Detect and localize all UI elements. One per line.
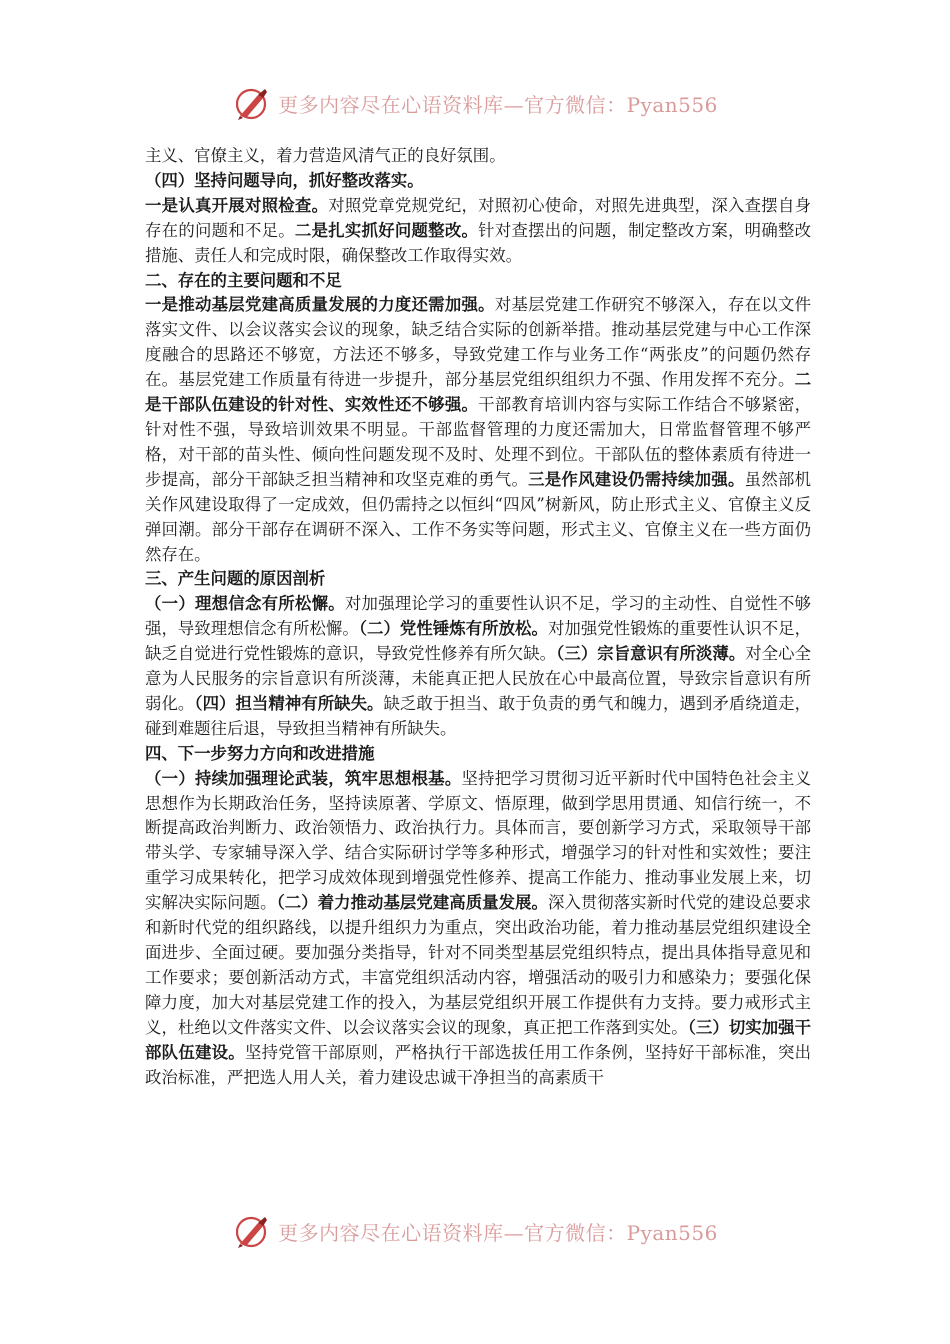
bold-lead-text: （四）担当精神有所缺失。 bbox=[194, 693, 384, 713]
body-paragraph bbox=[145, 144, 811, 169]
bold-lead-text: 二是干部队伍建设的针对性、实效性还不够强。 bbox=[145, 370, 811, 415]
bold-lead-text: （二）党性锤炼有所放松。 bbox=[358, 619, 548, 639]
bold-lead-text: （二）着力推动基层党建高质量发展。 bbox=[276, 893, 548, 913]
bold-lead-text: 二、存在的主要问题和不足 bbox=[145, 270, 342, 290]
body-text: 对加强理论学习的重要性认识不足，学习的主动性、自觉性不够强，导致理想信念有所松懈。 bbox=[145, 594, 812, 639]
pen-nib-logo-icon bbox=[232, 83, 272, 123]
watermark-header bbox=[0, 82, 950, 124]
pen-nib-logo-icon bbox=[232, 1211, 272, 1251]
body-paragraph bbox=[145, 767, 811, 1091]
watermark-text: 更多内容尽在心语资料库—官方微信：Pyan556 bbox=[278, 92, 718, 117]
body-text: 主义、官僚主义，着力营造风清气正的良好氛围。 bbox=[145, 146, 506, 165]
bold-lead-text: （三）宗旨意识有所淡薄。 bbox=[556, 644, 746, 664]
body-text: 针对查摆出的问题，制定整改方案，明确整改措施、责任人和完成时限，确保整改工作取得实效。 bbox=[145, 220, 812, 265]
bold-lead-text: 一是推动基层党建高质量发展的力度还需加强。 bbox=[145, 295, 495, 315]
section-heading bbox=[145, 742, 811, 767]
body-text: 坚持党管干部原则，严格执行干部选拔任用工作条例，坚持好干部标准，突出政治标准，严把选人用人关，着力建设忠诚干净担当的高素质干 bbox=[145, 1042, 812, 1087]
body-text: 对加强党性锻炼的重要性认识不足，缺乏自觉进行党性锻炼的意识，导致党性修养有所欠缺。 bbox=[145, 619, 812, 664]
section-heading bbox=[145, 169, 811, 194]
body-text: 缺乏敢于担当、敢于负责的勇气和魄力，遇到矛盾绕道走，碰到难题往后退，导致担当精神有所缺失。 bbox=[145, 693, 811, 738]
bold-lead-text: 二是扎实抓好问题整改。 bbox=[294, 220, 479, 240]
body-text: 坚持把学习贯彻习近平新时代中国特色社会主义思想作为长期政治任务，坚持读原著、学原文、悟原理，做到学思用贯通、知信行统一，不断提高政治判断力、政治领悟力、政治执行力。具体而言，要创新学习方式，采取领导干部带头学、专家辅导深入学、结合实际研讨学等多种形式，增强学习的针对性和实效性；要注重学习成果转化，把学习成效体现到增强党性修养、提高工作能力、推动事业发展上来，切实解决实际问题。 bbox=[145, 768, 812, 913]
body-text: 对全心全意为人民服务的宗旨意识有所淡薄，未能真正把人民放在心中最高位置，导致宗旨意识有所弱化。 bbox=[145, 644, 811, 713]
body-text: 对照党章党规党纪，对照初心使命，对照先进典型，深入查摆自身存在的问题和不足。 bbox=[145, 195, 812, 240]
bold-lead-text: 四、下一步努力方向和改进措施 bbox=[145, 743, 375, 763]
body-text: 干部教育培训内容与实际工作结合不够紧密，针对性不强，导致培训效果不明显。干部监督管理的力度还需加大，日常监督管理不够严格，对干部的苗头性、倾向性问题发现不及时、处理不到位。干部队伍的整体素质有待进一步提高，部分干部缺乏担当精神和攻坚克难的勇气。 bbox=[145, 395, 812, 489]
body-paragraph bbox=[145, 293, 811, 567]
bold-lead-text: 一是认真开展对照检查。 bbox=[145, 195, 329, 215]
body-text: 对基层党建工作研究不够深入，存在以文件落实文件、以会议落实会议的现象，缺乏结合实际的创新举措。推动基层党建与中心工作深度融合的思路还不够宽，方法还不够多，导致党建工作与业务工作“两张皮”的问题仍然存在。基层党建工作质量有待进一步提升，部分基层党组织组织力不强、作用发挥不充分。 bbox=[145, 295, 812, 390]
body-paragraph bbox=[145, 194, 811, 269]
bold-lead-text: 三是作风建设仍需持续加强。 bbox=[528, 469, 745, 489]
body-text: 深入贯彻落实新时代党的建设总要求和新时代党的组织路线，以提升组织力为重点，突出政治功能，着力推动基层党组织建设全面进步、全面过硬。要加强分类指导，针对不同类型基层党组织特点，提出具体指导意见和工作要求；要创新活动方式，丰富党组织活动内容，增强活动的吸引力和感染力；要强化保障力度，加大对基层党建工作的投入，为基层党组织开展工作提供有力支持。要力戒形式主义，杜绝以文件落实文件、以会议落实会议的现象，真正把工作落到实处。 bbox=[145, 893, 812, 1037]
watermark-footer bbox=[0, 1210, 950, 1252]
watermark-text: 更多内容尽在心语资料库—官方微信：Pyan556 bbox=[278, 1220, 718, 1245]
bold-lead-text: （一）理想信念有所松懈。 bbox=[145, 594, 345, 614]
section-heading bbox=[145, 269, 811, 294]
section-heading bbox=[145, 567, 811, 592]
bold-lead-text: 三、产生问题的原因剖析 bbox=[145, 569, 326, 589]
bold-lead-text: （三）切实加强干部队伍建设。 bbox=[145, 1017, 811, 1062]
body-text: 虽然部机关作风建设取得了一定成效，但仍需持之以恒纠“四风”树新风，防止形式主义、官僚主义反弹回潮。部分干部存在调研不深入、工作不务实等问题，形式主义、官僚主义在一些方面仍然存在。 bbox=[145, 469, 812, 564]
bold-lead-text: （四）坚持问题导向，抓好整改落实。 bbox=[145, 170, 424, 190]
bold-lead-text: （一）持续加强理论武装，筑牢思想根基。 bbox=[145, 768, 462, 788]
body-paragraph bbox=[145, 592, 811, 741]
document-body bbox=[145, 144, 811, 1090]
